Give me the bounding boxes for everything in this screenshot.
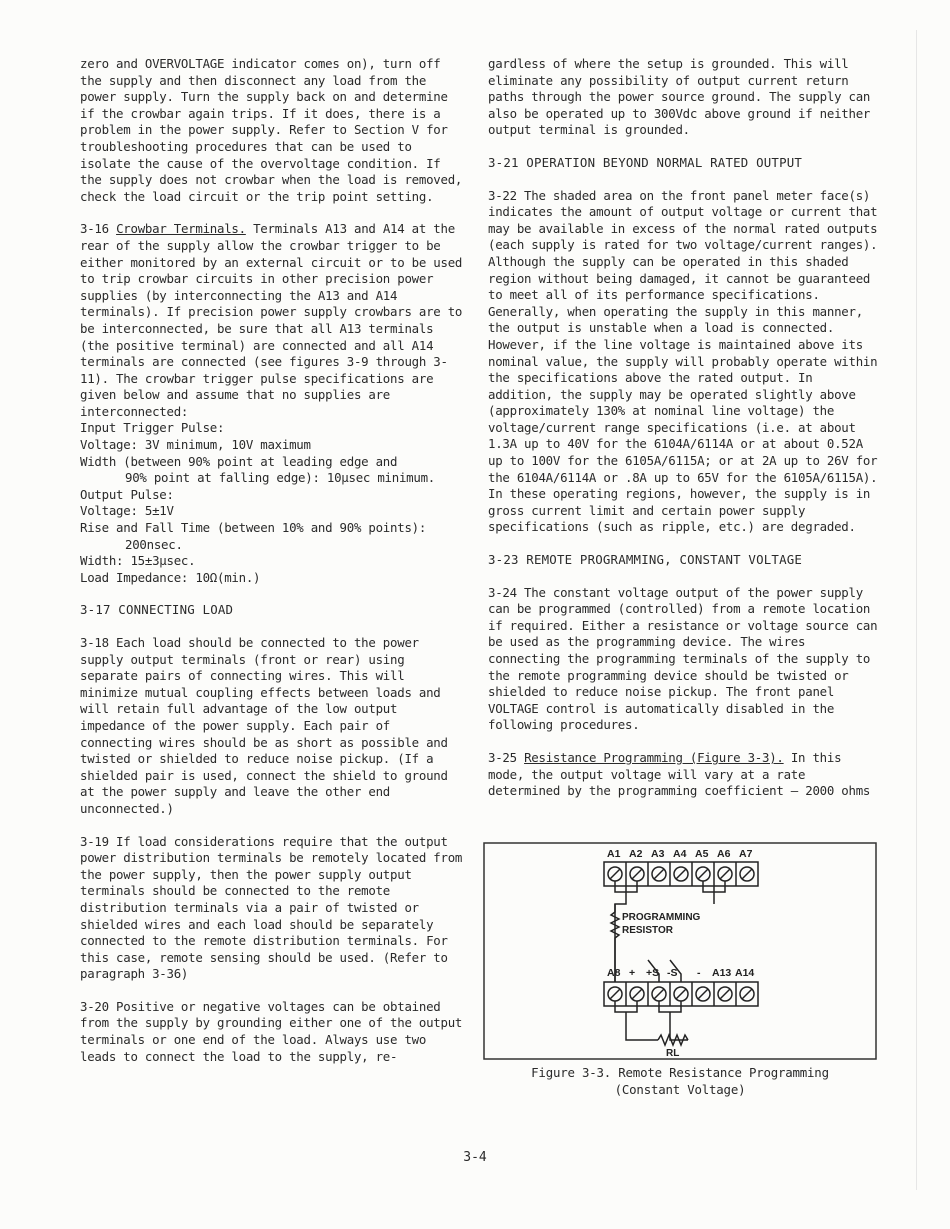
paragraph-heading: Crowbar Terminals.: [116, 221, 246, 237]
terminal-label-plus-s: +S: [646, 967, 660, 979]
scan-edge-line: [916, 30, 917, 1190]
resistor-label-line1: PROGRAMMING: [622, 912, 701, 923]
figure-caption-line1: Figure 3-3. Remote Resistance Programming: [531, 1065, 829, 1080]
page-number: 3-4: [463, 1150, 487, 1165]
figure-caption-line2: (Constant Voltage): [614, 1081, 746, 1097]
spec-input-trigger-pulse: Input Trigger Pulse:: [80, 420, 225, 436]
terminal-label-a6: A6: [717, 848, 731, 860]
terminal-label-a4: A4: [673, 848, 687, 860]
paragraph-3-25: [488, 750, 880, 800]
paragraph-body: In this mode, the output voltage will vary at a rate determined by the programming coefficient — 2000 ohms: [488, 749, 871, 799]
paragraph-3-16: [80, 221, 465, 420]
spec-output-pulse: Output Pulse:: [80, 486, 174, 502]
resistor-label-line2: RESISTOR: [622, 925, 673, 936]
terminal-label-a2: A2: [629, 848, 643, 860]
terminal-label-a5: A5: [695, 848, 709, 860]
spec-rise-fall: Rise and Fall Time (between 10% and 90% points):: [80, 520, 427, 536]
left-column: [80, 56, 465, 1065]
figure-caption: [483, 1065, 877, 1098]
paragraph-overvoltage-continued: zero and OVERVOLTAGE indicator comes on), turn off the supply and then disconnect any load from the power supply. Turn the supply back on and determine if the crowbar again trips. If it does, there is a problem in the power supply. Refer to Section V for troubleshooting procedures that can be used to isolate the cause of the overvoltage condition. If the supply does not crowbar when the load is removed, check the load circuit or the trip point setting.: [80, 56, 463, 204]
paragraph-3-19: 3-19 If load considerations require that the output power distribution terminals be remotely located from the power supply, then the power supply output terminals should be connected to the remote distribution terminals via a pair of twisted or shielded wires and each load should be separately connected to the remote distribution terminals. For this case, remote sensing should be used. (Refer to paragraph 3-36): [80, 833, 463, 982]
terminal-label-minus-s: -S: [667, 967, 678, 979]
terminal-label-a1: A1: [607, 848, 621, 860]
spec-load-impedance: Load Impedance: 10Ω(min.): [80, 569, 261, 585]
paragraph-number: 3-16: [80, 221, 109, 237]
spec-output-voltage: Voltage: 5±1V: [80, 503, 174, 519]
paragraph-3-24: 3-24 The constant voltage output of the power supply can be programmed (controlled) from a remote location if required. Either a resistance or voltage source can be used as the programming device. The wires connecting the programming terminals of the supply to the remote programming device should be twisted or shielded to reduce noise pickup. The front panel VOLTAGE control is automatically disabled in the following procedures.: [488, 584, 878, 733]
figure-remote-resistance-programming: [483, 842, 877, 1060]
paragraph-number: 3-25: [488, 749, 517, 765]
terminal-label-plus: +: [629, 967, 636, 979]
spec-rise-fall-cont: 200nsec.: [125, 536, 183, 552]
paragraph-3-20-continued: gardless of where the setup is grounded. This will eliminate any possibility of output current return paths through the power source ground. The supply can also be operated up to 300Vdc above ground if neither output terminal is grounded.: [488, 56, 871, 138]
terminal-label-a8: A8: [607, 967, 621, 979]
section-heading-3-23: 3-23 REMOTE PROGRAMMING, CONSTANT VOLTAGE: [488, 552, 803, 568]
paragraph-3-20: 3-20 Positive or negative voltages can be obtained from the supply by grounding either one of the output terminals or one end of the load. Always use two leads to connect the load to the supply, re-: [80, 998, 463, 1064]
spec-output-width: Width: 15±3μsec.: [80, 553, 196, 569]
terminal-label-a14: A14: [735, 967, 755, 979]
terminal-label-a7: A7: [739, 848, 753, 860]
load-label: RL: [666, 1048, 680, 1059]
terminal-label-a3: A3: [651, 848, 665, 860]
paragraph-body: Terminals A13 and A14 at the rear of the supply allow the crowbar trigger to be either monitored by an external circuit or to be used to trip crowbar circuits in other precision power supplies (by interconnecting the A13 and A14 terminals). If precision power supply crowbars are to be interconnected, be sure that all A13 terminals (the positive terminal) are connected and all A14 terminals are connected (see figures 3-9 through 3-11). The crowbar trigger pulse specifications are given below and assume that no supplies are interconnected:: [80, 221, 463, 419]
terminal-label-a13: A13: [712, 967, 732, 979]
spec-input-width: Width (between 90% point at leading edge and: [80, 453, 398, 469]
paragraph-3-22: 3-22 The shaded area on the front panel meter face(s) indicates the amount of output voltage or current that may be available in excess of the normal rated outputs (each supply is rated for two voltage/current ranges). Although the supply can be operated in this shaded region without being damaged, it cannot be guaranteed to meet all of its performance specifications. Generally, when operating the supply in this manner, the output is unstable when a load is connected. However, if the line voltage is maintained above its nominal value, the supply will probably operate within the specifications above the rated output. In addition, the supply may be operated slightly above (approximately 130% at nominal line voltage) the voltage/current range specifications (i.e. at about 1.3A up to 40V for the 6104A/6114A or at about 0.52A up to 100V for the 6105A/6115A; or at 2A up to 26V for the 6104A/6114A or .8A up to 65V for the 6105A/6115A). In these operating regions, however, the supply is in gross current limit and certain power supply specifications (such as ripple, etc.) are degraded.: [488, 187, 878, 535]
paragraph-heading: Resistance Programming (Figure 3-3).: [524, 749, 784, 765]
section-heading-3-17: 3-17 CONNECTING LOAD: [80, 602, 234, 618]
spec-input-width-cont: 90% point at falling edge): 10μsec minimum.: [125, 470, 436, 486]
right-column: [488, 56, 880, 800]
section-heading-3-21: 3-21 OPERATION BEYOND NORMAL RATED OUTPUT: [488, 154, 803, 170]
terminal-label-minus: -: [697, 967, 701, 979]
spec-input-voltage: Voltage: 3V minimum, 10V maximum: [80, 437, 311, 453]
paragraph-3-18: 3-18 Each load should be connected to the power supply output terminals (front or rear) using separate pairs of connecting wires. This will minimize mutual coupling effects between loads and will retain full advantage of the low output impedance of the power supply. Each pair of connecting wires should be as short as possible and twisted or shielded to reduce noise pickup. (If a shielded pair is used, connect the shield to ground at the power supply and leave the other end unconnected.): [80, 635, 448, 816]
